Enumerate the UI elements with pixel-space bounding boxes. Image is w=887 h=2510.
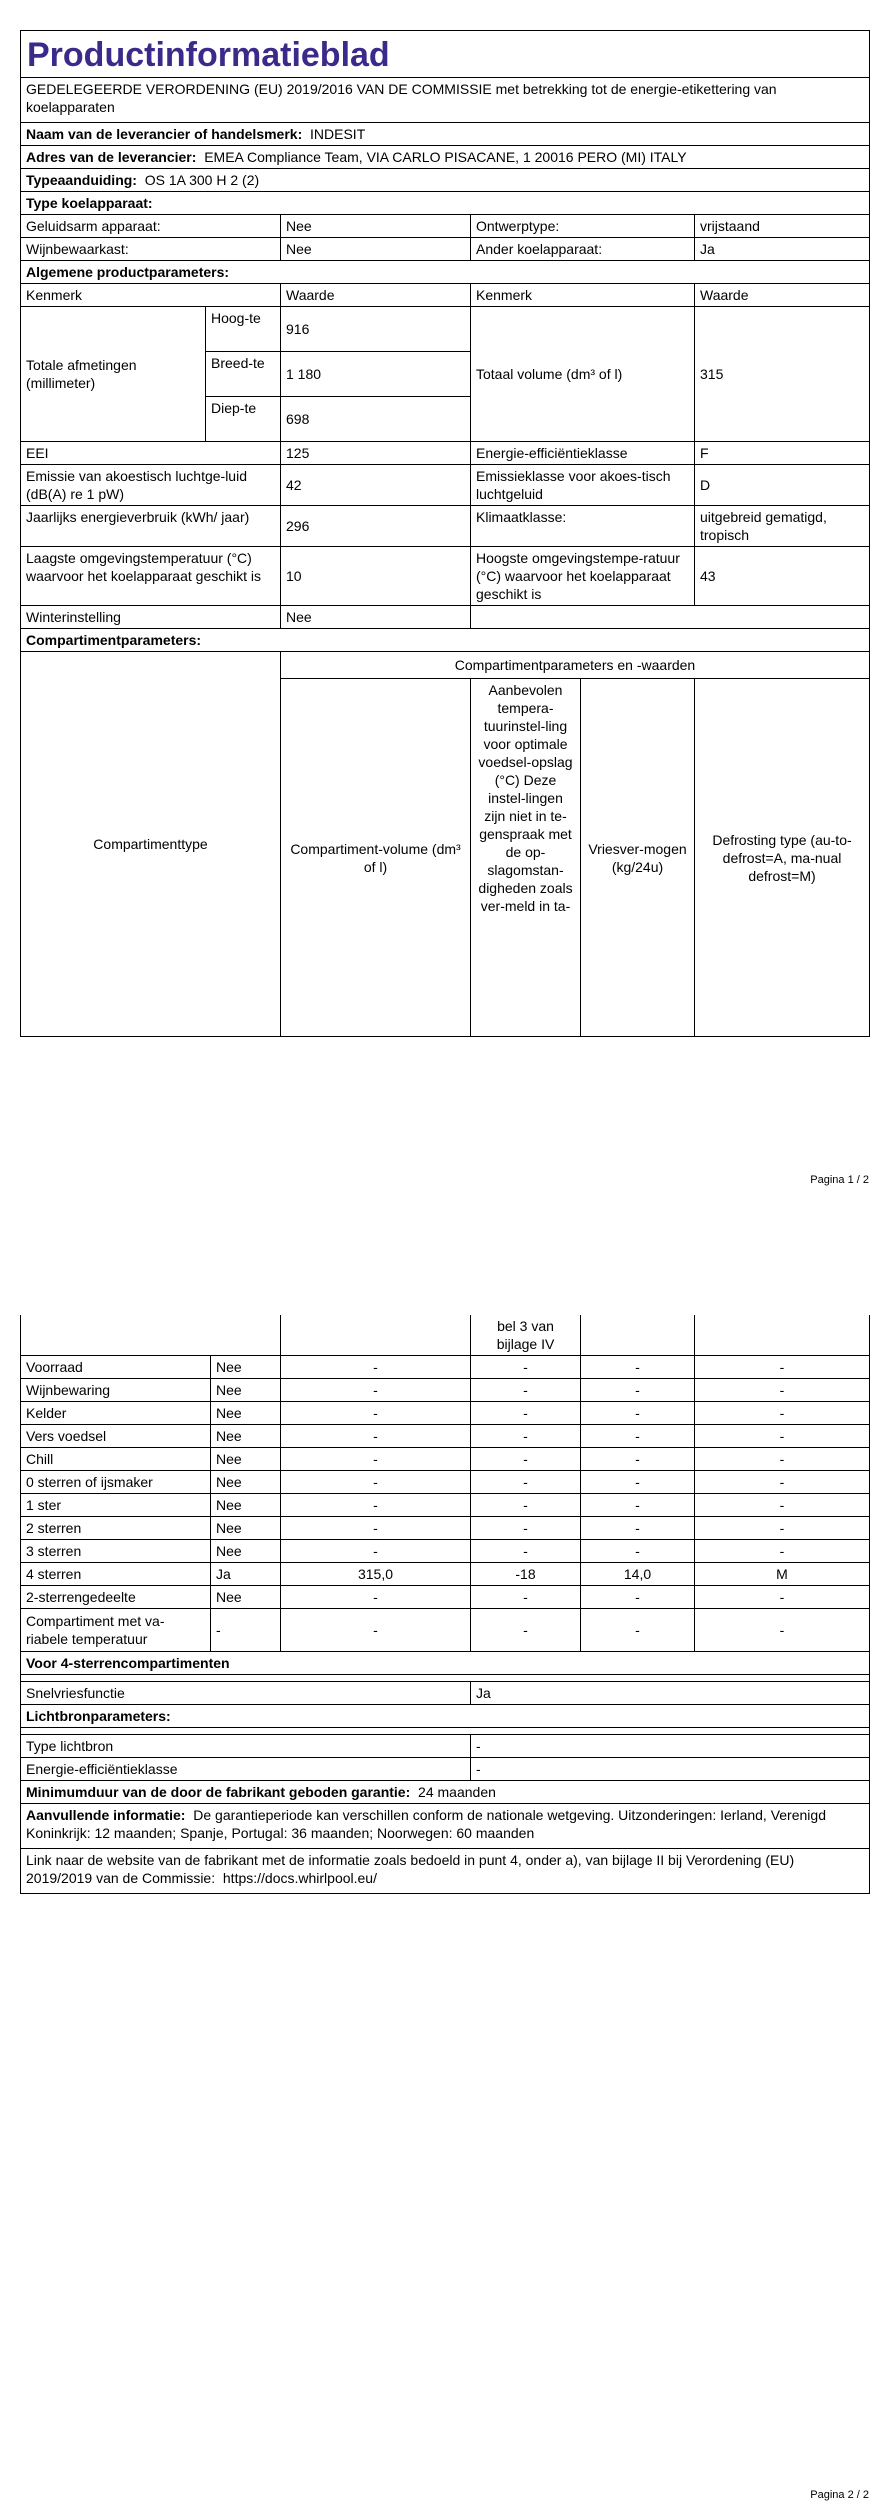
compartment-rows [21, 1356, 870, 1652]
compartment-temp: - [471, 1517, 581, 1540]
compartment-freeze: - [581, 1425, 695, 1448]
depth-label: Diep-te [206, 397, 281, 442]
compartment-name: Voorraad [21, 1356, 211, 1379]
compartment-name: Chill [21, 1448, 211, 1471]
compartment-freeze: 14,0 [581, 1563, 695, 1586]
model-value: OS 1A 300 H 2 (2) [144, 172, 260, 188]
compartment-present: Nee [211, 1356, 281, 1379]
compartment-present: Nee [211, 1517, 281, 1540]
compartment-defrost: - [695, 1609, 870, 1652]
dims-label: Totale afmetingen (millimeter) [21, 307, 206, 442]
type-value: Nee [281, 238, 471, 261]
compartment-name: Kelder [21, 1402, 211, 1425]
param-value: D [695, 465, 870, 506]
compartment-freeze: - [581, 1356, 695, 1379]
compartment-temp: -18 [471, 1563, 581, 1586]
winter-label: Winterinstelling [21, 606, 281, 629]
compartment-name: 2 sterren [21, 1517, 211, 1540]
compartment-defrost: - [695, 1471, 870, 1494]
warranty-row [21, 1781, 870, 1804]
compartment-present: Nee [211, 1471, 281, 1494]
compartment-defrost: - [695, 1586, 870, 1609]
compartment-volume: - [281, 1609, 471, 1652]
compartment-present: - [211, 1609, 281, 1652]
param-label: Klimaatklasse: [471, 506, 695, 547]
compartment-volume: - [281, 1425, 471, 1448]
compartment-present: Nee [211, 1586, 281, 1609]
general-table [20, 283, 870, 652]
compartment-defrost: - [695, 1356, 870, 1379]
param-label: Energie-efficiëntieklasse [471, 442, 695, 465]
compartment-volume: - [281, 1586, 471, 1609]
compartment-volume: - [281, 1356, 471, 1379]
type-label: Ander koelapparaat: [471, 238, 695, 261]
compartment-volume: - [281, 1540, 471, 1563]
general-row-1 [21, 465, 870, 506]
compartment-freeze: - [581, 1448, 695, 1471]
additional-label: Aanvullende informatie: [26, 1807, 186, 1823]
param-value: uitgebreid gematigd, tropisch [695, 506, 870, 547]
param-value: 125 [281, 442, 471, 465]
volume-value: 315 [695, 307, 870, 442]
light-class-value: - [471, 1758, 870, 1781]
general-row-3 [21, 547, 870, 606]
col-compartment-type: Compartimenttype [21, 652, 281, 1037]
compartment-volume: - [281, 1448, 471, 1471]
compartment-present: Ja [211, 1563, 281, 1586]
type-heading: Type koelapparaat: [21, 192, 870, 215]
compartment-heading: Compartimentparameters: [21, 629, 870, 652]
compartment-temp: - [471, 1448, 581, 1471]
compartment-row [21, 1425, 870, 1448]
height-label: Hoog-te [206, 307, 281, 352]
light-type-label: Type lichtbron [21, 1735, 471, 1758]
compartment-present: Nee [211, 1494, 281, 1517]
compartment-temp: - [471, 1494, 581, 1517]
compartment-freeze: - [581, 1494, 695, 1517]
compartment-defrost: - [695, 1402, 870, 1425]
compartment-defrost: - [695, 1517, 870, 1540]
warranty-value: 24 maanden [418, 1784, 496, 1800]
compartment-temp: - [471, 1540, 581, 1563]
empty-cell [21, 1315, 281, 1356]
compartment-present: Nee [211, 1448, 281, 1471]
compartment-defrost: - [695, 1425, 870, 1448]
compartment-volume: - [281, 1517, 471, 1540]
width-value: 1 180 [281, 352, 471, 397]
supplier-address-label: Adres van de leverancier: [26, 149, 197, 165]
empty-cell [21, 1675, 870, 1682]
compartment-row [21, 1356, 870, 1379]
link-text: Link naar de website van de fabrikant met de informatie zoals bedoeld in punt 4, onder a), van bijlage II bij Verordening (EU) 2019/2019 van de Commissie: [26, 1852, 795, 1886]
model-label: Typeaanduiding: [26, 172, 137, 188]
col-value: Waarde [695, 284, 870, 307]
fast-freeze-label: Snelvriesfunctie [21, 1682, 471, 1705]
compartment-temp: - [471, 1356, 581, 1379]
empty-cell [471, 606, 870, 629]
page-title: Productinformatieblad [21, 31, 870, 78]
compartment-present: Nee [211, 1379, 281, 1402]
compartment-name: 0 sterren of ijsmaker [21, 1471, 211, 1494]
compartment-row [21, 1402, 870, 1425]
type-label: Ontwerptype: [471, 215, 695, 238]
compartment-row [21, 1540, 870, 1563]
page-2 [0, 1199, 887, 2510]
compartment-row [21, 1586, 870, 1609]
compartment-freeze: - [581, 1471, 695, 1494]
width-label: Breed-te [206, 352, 281, 397]
param-label: Laagste omgevingstemperatuur (°C) waarvoor het koelapparaat geschikt is [21, 547, 281, 606]
supplier-address-row [21, 146, 870, 169]
general-row-2 [21, 506, 870, 547]
param-label: EEI [21, 442, 281, 465]
type-label: Wijnbewaarkast: [21, 238, 281, 261]
compartment-name: 4 sterren [21, 1563, 211, 1586]
header-table [20, 30, 870, 215]
compartment-volume: - [281, 1379, 471, 1402]
general-row-0 [21, 442, 870, 465]
compartment-present: Nee [211, 1425, 281, 1448]
col-feature: Kenmerk [21, 284, 281, 307]
col-defrost: Defrosting type (au-to-defrost=A, ma-nual defrost=M) [695, 679, 870, 1037]
compartment-name: 2-sterrengedeelte [21, 1586, 211, 1609]
compartment-temp: - [471, 1379, 581, 1402]
param-label: Emissieklasse voor akoes-tisch luchtgeluid [471, 465, 695, 506]
compartment-row [21, 1471, 870, 1494]
compartment-freeze: - [581, 1379, 695, 1402]
compartment-name: 3 sterren [21, 1540, 211, 1563]
compartment-freeze: - [581, 1586, 695, 1609]
compartment-freeze: - [581, 1402, 695, 1425]
col-feature: Kenmerk [471, 284, 695, 307]
compartment-present: Nee [211, 1540, 281, 1563]
type-label: Geluidsarm apparaat: [21, 215, 281, 238]
param-value: 43 [695, 547, 870, 606]
col-temp: Aanbevolen tempera-tuurinstel-ling voor optimale voedsel-opslag (°C) Deze instel-lingen zijn niet in te-genspraak met de op-slagomstan-digheden zoals ver-meld in ta- [471, 679, 581, 1037]
type-value: vrijstaand [695, 215, 870, 238]
compartment-table [20, 1315, 870, 1652]
additional-row [21, 1804, 870, 1849]
link-row [21, 1849, 870, 1894]
compartment-row [21, 1494, 870, 1517]
param-value: 10 [281, 547, 471, 606]
general-heading: Algemene productparameters: [21, 261, 870, 284]
compartment-freeze: - [581, 1517, 695, 1540]
compartment-temp: - [471, 1425, 581, 1448]
col-group-header: Compartimentparameters en -waarden [281, 652, 870, 679]
supplier-name: INDESIT [310, 126, 366, 142]
light-heading: Lichtbronparameters: [21, 1705, 870, 1728]
compartment-row [21, 1448, 870, 1471]
type-value: Ja [695, 238, 870, 261]
compartment-row [21, 1563, 870, 1586]
compartment-temp: - [471, 1471, 581, 1494]
compartment-freeze: - [581, 1540, 695, 1563]
fast-freeze-value: Ja [471, 1682, 870, 1705]
param-value: 42 [281, 465, 471, 506]
compartment-name: Vers voedsel [21, 1425, 211, 1448]
compartment-volume: 315,0 [281, 1563, 471, 1586]
volume-label: Totaal volume (dm³ of l) [471, 307, 695, 442]
manufacturer-link[interactable]: https://docs.whirlpool.eu/ [222, 1870, 377, 1886]
param-label: Hoogste omgevingstempe-ratuur (°C) waarvoor het koelapparaat geschikt is [471, 547, 695, 606]
page-number: Pagina 1 / 2 [810, 1174, 869, 1186]
compartment-name: Wijnbewaring [21, 1379, 211, 1402]
warranty-label: Minimumduur van de door de fabrikant geboden garantie: [26, 1784, 411, 1800]
type-table [20, 214, 870, 284]
compartment-defrost: - [695, 1448, 870, 1471]
type-row-1 [21, 238, 870, 261]
depth-value: 698 [281, 397, 471, 442]
compartment-temp: - [471, 1609, 581, 1652]
light-class-label: Energie-efficiëntieklasse [21, 1758, 471, 1781]
supplier-address: EMEA Compliance Team, VIA CARLO PISACANE, 1 20016 PERO (MI) ITALY [204, 149, 687, 165]
compartment-defrost: M [695, 1563, 870, 1586]
height-value: 916 [281, 307, 471, 352]
compartment-present: Nee [211, 1402, 281, 1425]
light-type-value: - [471, 1735, 870, 1758]
param-value: 296 [281, 506, 471, 547]
compartment-header-table [20, 651, 870, 1037]
col-value: Waarde [281, 284, 471, 307]
compartment-volume: - [281, 1402, 471, 1425]
col-temp-continued: bel 3 van bijlage IV [471, 1315, 581, 1356]
four-star-heading: Voor 4-sterrencompartimenten [21, 1652, 870, 1675]
compartment-volume: - [281, 1471, 471, 1494]
page-number: Pagina 2 / 2 [810, 2489, 869, 2501]
supplier-name-row [21, 123, 870, 146]
winter-value: Nee [281, 606, 471, 629]
page-1 [0, 0, 887, 1199]
type-value: Nee [281, 215, 471, 238]
compartment-name: 1 ster [21, 1494, 211, 1517]
col-volume: Compartiment-volume (dm³ of l) [281, 679, 471, 1037]
compartment-freeze: - [581, 1609, 695, 1652]
compartment-row [21, 1609, 870, 1652]
param-label: Jaarlijks energieverbruik (kWh/ jaar) [21, 506, 281, 547]
compartment-defrost: - [695, 1379, 870, 1402]
param-value: F [695, 442, 870, 465]
supplier-name-label: Naam van de leverancier of handelsmerk: [26, 126, 303, 142]
page-1-frame [20, 30, 869, 1037]
additional-value: De garantieperiode kan verschillen conform de nationale wetgeving. Uitzonderingen: Ierland, Verenigd Koninkrijk: 12 maanden; Spanje, Portugal: 36 maanden; Noorwegen: 60 maanden [26, 1807, 826, 1841]
col-freeze: Vriesver-mogen (kg/24u) [581, 679, 695, 1037]
model-row [21, 169, 870, 192]
compartment-temp: - [471, 1402, 581, 1425]
compartment-row [21, 1517, 870, 1540]
compartment-temp: - [471, 1586, 581, 1609]
page-2-frame [20, 1315, 869, 1894]
compartment-name: Compartiment met va-riabele temperatuur [21, 1609, 211, 1652]
compartment-volume: - [281, 1494, 471, 1517]
param-label: Emissie van akoestisch luchtge-luid (dB(A) re 1 pW) [21, 465, 281, 506]
type-row-0 [21, 215, 870, 238]
four-star-table [20, 1651, 870, 1894]
compartment-defrost: - [695, 1494, 870, 1517]
empty-cell [21, 1728, 870, 1735]
compartment-defrost: - [695, 1540, 870, 1563]
compartment-row [21, 1379, 870, 1402]
empty-cell [581, 1315, 695, 1356]
regulation-text: GEDELEGEERDE VERORDENING (EU) 2019/2016 VAN DE COMMISSIE met betrekking tot de energie-etikettering van koelapparaten [21, 78, 870, 123]
empty-cell [695, 1315, 870, 1356]
empty-cell [281, 1315, 471, 1356]
